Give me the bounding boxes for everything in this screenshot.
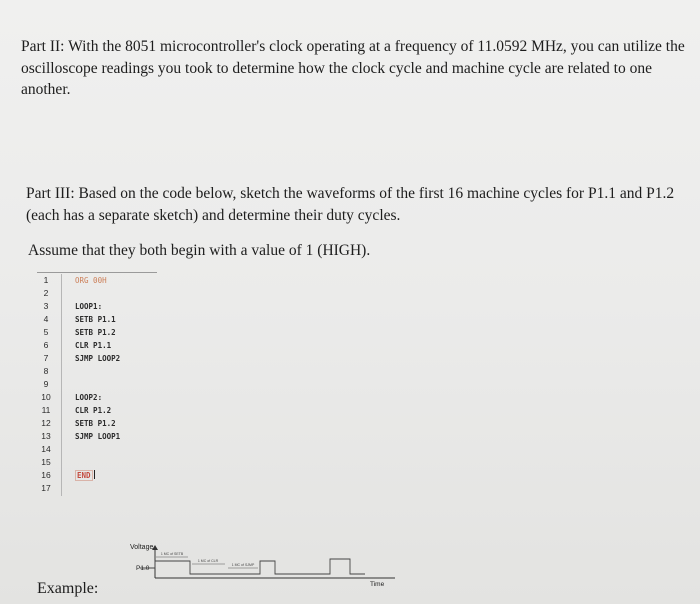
code-line-blank bbox=[75, 287, 120, 300]
code-line-blank bbox=[75, 378, 120, 391]
line-number: 10 bbox=[41, 392, 51, 402]
pulse-label: 1 MC of SETB bbox=[160, 552, 184, 556]
code-line-label-loop1: LOOP1: bbox=[75, 302, 103, 311]
code-line-sjmp-loop2: SJMP LOOP2 bbox=[75, 354, 121, 363]
line-number: 1 bbox=[43, 275, 49, 285]
example-waveform bbox=[100, 538, 400, 590]
line-number: 5 bbox=[43, 327, 49, 337]
example-label: Example: bbox=[37, 580, 99, 597]
code-line-sjmp-loop1: SJMP LOOP1 bbox=[75, 432, 121, 441]
line-number: 16 bbox=[41, 470, 51, 480]
code-line-setb-p1-2-b: SETB P1.2 bbox=[75, 419, 116, 428]
code-line-blank bbox=[75, 482, 120, 495]
line-number: 8 bbox=[43, 366, 49, 376]
code-line-setb-p1-2: SETB P1.2 bbox=[75, 328, 116, 337]
line-number: 3 bbox=[43, 301, 49, 311]
code-listing bbox=[31, 270, 157, 496]
pulse-label: 1 MC of CLR bbox=[197, 559, 219, 563]
time-axis-label: Time bbox=[370, 581, 385, 588]
part-two-paragraph: Part II: With the 8051 microcontroller's clock operating at a frequency of 11.0592 MHz, you can utilize the oscilloscope readings you took to determine how the clock cycle and machine cycle are related to one another. bbox=[21, 38, 685, 98]
code-line-clr-p1-1: CLR P1.1 bbox=[75, 341, 112, 350]
line-number: 7 bbox=[43, 353, 49, 363]
line-number: 6 bbox=[43, 340, 49, 350]
voltage-axis-label: Voltage bbox=[130, 544, 154, 551]
code-line-label-loop2: LOOP2: bbox=[75, 393, 103, 402]
code-line-clr-p1-2: CLR P1.2 bbox=[75, 406, 112, 415]
text-cursor bbox=[94, 470, 95, 479]
pulse-label: 1 MC of SJMP bbox=[231, 563, 255, 567]
code-line-blank bbox=[75, 443, 120, 456]
code-line-end: END bbox=[77, 471, 91, 480]
part-three-paragraph: Part III: Based on the code below, sketch the waveforms of the first 16 machine cycles for P1.1 and P1.2 (each has a separate sketch) and determine their duty cycles. bbox=[26, 185, 675, 224]
line-number: 2 bbox=[43, 288, 49, 298]
line-number: 4 bbox=[43, 314, 49, 324]
line-number: 12 bbox=[41, 418, 51, 428]
assumption-text: Assume that they both begin with a value of 1 (HIGH). bbox=[28, 242, 371, 259]
code-line-blank bbox=[75, 365, 120, 378]
signal-label: P1.0 bbox=[136, 565, 150, 572]
line-number: 15 bbox=[41, 457, 51, 467]
code-line-blank bbox=[75, 456, 120, 469]
line-number-gutter bbox=[31, 274, 62, 496]
line-number: 17 bbox=[41, 483, 51, 493]
line-number: 9 bbox=[43, 379, 49, 389]
source-code bbox=[75, 274, 120, 495]
line-number: 11 bbox=[41, 405, 51, 415]
code-line-setb-p1-1: SETB P1.1 bbox=[75, 315, 116, 324]
waveform-diagram bbox=[100, 538, 400, 590]
code-line-org: ORG 00H bbox=[75, 276, 107, 285]
line-number: 14 bbox=[41, 444, 51, 454]
line-number: 13 bbox=[41, 431, 51, 441]
code-top-border bbox=[37, 272, 157, 273]
